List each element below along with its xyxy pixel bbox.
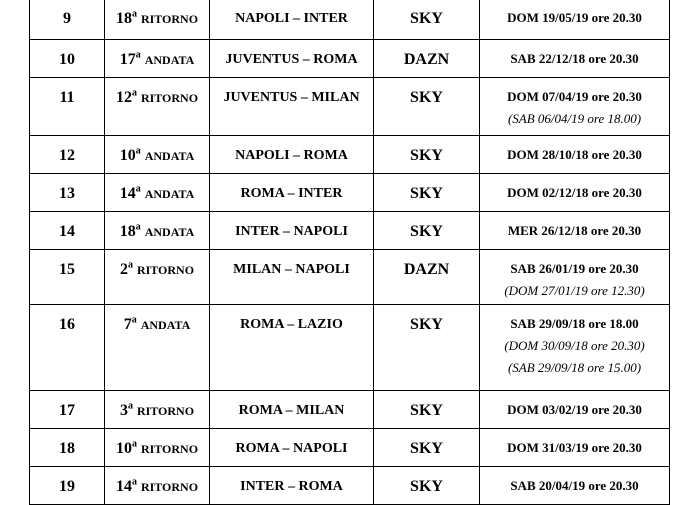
match-name: JUVENTUS – ROMA [225,52,358,67]
table-row [30,40,670,78]
row-number-cell [30,429,105,467]
round-label [105,212,209,241]
row-number-cell [30,467,105,505]
alternate-date: (SAB 06/04/19 ore 18.00) [507,111,642,126]
broadcaster: SKY [410,147,443,164]
round-label [105,467,209,496]
match-cell [210,174,374,212]
round-cell [105,250,210,305]
date-cell [480,0,670,40]
round-cell [105,305,210,391]
round-cell [105,40,210,78]
match-name: INTER – NAPOLI [235,224,348,239]
match-name: ROMA – NAPOLI [235,441,348,456]
schedule-body [30,0,670,505]
table-row [30,429,670,467]
round-cell [105,136,210,174]
row-number-cell [30,136,105,174]
broadcaster: DAZN [403,261,450,278]
round-kind: RITORNO [136,263,195,277]
match-cell [210,250,374,305]
match-name: ROMA – INTER [240,186,343,201]
date-cell [480,429,670,467]
round-label [105,136,209,165]
round-kind: ANDATA [144,225,195,239]
round-kind: RITORNO [140,480,199,494]
round-number: 14 [119,185,136,202]
broadcaster: SKY [410,402,443,419]
date-cell [480,40,670,78]
alternate-date: (DOM 30/09/18 ore 20.30) [504,338,645,353]
table-row [30,212,670,250]
date-cell [480,467,670,505]
match-cell [210,391,374,429]
date-cell [480,391,670,429]
broadcaster-cell [374,78,480,136]
broadcaster-cell [374,174,480,212]
round-number: 2 [119,261,128,278]
round-number: 18 [119,223,136,240]
round-label [105,174,209,203]
match-date: SAB 20/04/19 ore 20.30 [510,478,639,493]
broadcaster: SKY [410,316,443,333]
match-cell [210,467,374,505]
round-ordinal: a [135,221,141,233]
broadcaster-cell [374,467,480,505]
round-ordinal: a [135,145,141,157]
round-cell [105,174,210,212]
row-number: 17 [59,402,75,419]
broadcaster-cell [374,250,480,305]
round-cell [105,212,210,250]
round-ordinal: a [131,476,137,488]
row-number: 11 [59,89,75,106]
row-number: 19 [59,478,75,495]
match-date: DOM 31/03/19 ore 20.30 [507,440,642,455]
round-ordinal: a [131,87,137,99]
match-cell [210,78,374,136]
round-cell [105,429,210,467]
date-cell [480,78,670,136]
row-number-cell [30,78,105,136]
round-ordinal: a [131,8,137,20]
match-date: DOM 19/05/19 ore 20.30 [507,10,642,25]
round-number: 12 [115,89,132,106]
row-number-cell [30,40,105,78]
round-ordinal: a [131,314,137,326]
broadcaster-cell [374,0,480,40]
round-cell [105,78,210,136]
row-number: 9 [63,10,71,27]
broadcaster: SKY [410,89,443,106]
match-date: SAB 26/01/19 ore 20.30 [510,261,639,276]
match-date: DOM 02/12/18 ore 20.30 [507,185,642,200]
match-cell [210,0,374,40]
broadcaster-cell [374,40,480,78]
row-number-cell [30,0,105,40]
round-label [105,250,209,279]
row-number-cell [30,391,105,429]
row-number-cell [30,212,105,250]
round-number: 7 [123,316,132,333]
table-row [30,250,670,305]
date-cell [480,136,670,174]
round-ordinal: a [135,49,141,61]
alternate-date: (SAB 29/09/18 ore 15.00) [507,360,642,375]
table-row [30,0,670,40]
broadcaster: SKY [410,10,443,27]
schedule-table [29,0,670,505]
round-ordinal: a [131,438,137,450]
date-cell [480,174,670,212]
broadcaster: SKY [410,223,443,240]
row-number: 14 [59,223,75,240]
broadcaster: SKY [410,478,443,495]
match-name: NAPOLI – INTER [235,11,348,26]
date-cell [480,212,670,250]
round-label [105,40,209,69]
row-number: 16 [59,316,75,333]
round-ordinal: a [135,183,141,195]
table-row [30,467,670,505]
row-number-cell [30,174,105,212]
match-name: ROMA – LAZIO [240,317,343,332]
table-row [30,136,670,174]
round-cell [105,467,210,505]
broadcaster-cell [374,391,480,429]
row-number-cell [30,305,105,391]
row-number: 18 [59,440,75,457]
round-label [105,391,209,420]
round-number: 3 [119,402,128,419]
round-label [105,78,209,107]
match-date: DOM 03/02/19 ore 20.30 [507,402,642,417]
row-number: 10 [59,51,75,68]
round-label [105,305,209,334]
round-number: 18 [115,10,132,27]
round-number: 14 [115,478,132,495]
round-kind: RITORNO [140,91,199,105]
date-cell [480,250,670,305]
match-name: INTER – ROMA [240,479,343,494]
round-number: 10 [119,147,136,164]
broadcaster-cell [374,212,480,250]
round-cell [105,0,210,40]
broadcaster-cell [374,305,480,391]
round-label [105,429,209,458]
row-number: 12 [59,147,75,164]
match-date: SAB 29/09/18 ore 18.00 [510,316,639,331]
row-number: 15 [59,261,75,278]
match-cell [210,305,374,391]
broadcaster-cell [374,136,480,174]
round-cell [105,391,210,429]
round-kind: ANDATA [144,187,195,201]
match-name: MILAN – NAPOLI [233,262,350,277]
match-date: DOM 07/04/19 ore 20.30 [507,89,642,104]
round-kind: ANDATA [140,318,191,332]
match-cell [210,212,374,250]
match-date: MER 26/12/18 ore 20.30 [507,223,642,238]
table-row [30,174,670,212]
match-cell [210,40,374,78]
match-name: ROMA – MILAN [238,403,345,418]
round-kind: RITORNO [140,12,199,26]
alternate-date: (DOM 27/01/19 ore 12.30) [504,283,645,298]
round-number: 10 [115,440,132,457]
table-row [30,391,670,429]
match-cell [210,429,374,467]
round-ordinal: a [127,400,133,412]
table-row [30,78,670,136]
broadcaster: DAZN [403,51,450,68]
match-cell [210,136,374,174]
broadcaster: SKY [410,440,443,457]
round-kind: ANDATA [144,149,195,163]
round-number: 17 [119,51,136,68]
round-kind: RITORNO [140,442,199,456]
round-label [105,0,209,28]
row-number: 13 [59,185,75,202]
round-kind: ANDATA [144,53,195,67]
round-ordinal: a [127,259,133,271]
broadcaster: SKY [410,185,443,202]
match-date: DOM 28/10/18 ore 20.30 [507,147,642,162]
table-row [30,305,670,391]
date-cell [480,305,670,391]
round-kind: RITORNO [136,404,195,418]
match-name: JUVENTUS – MILAN [223,90,360,105]
match-date: SAB 22/12/18 ore 20.30 [510,51,639,66]
row-number-cell [30,250,105,305]
match-name: NAPOLI – ROMA [235,148,348,163]
broadcaster-cell [374,429,480,467]
